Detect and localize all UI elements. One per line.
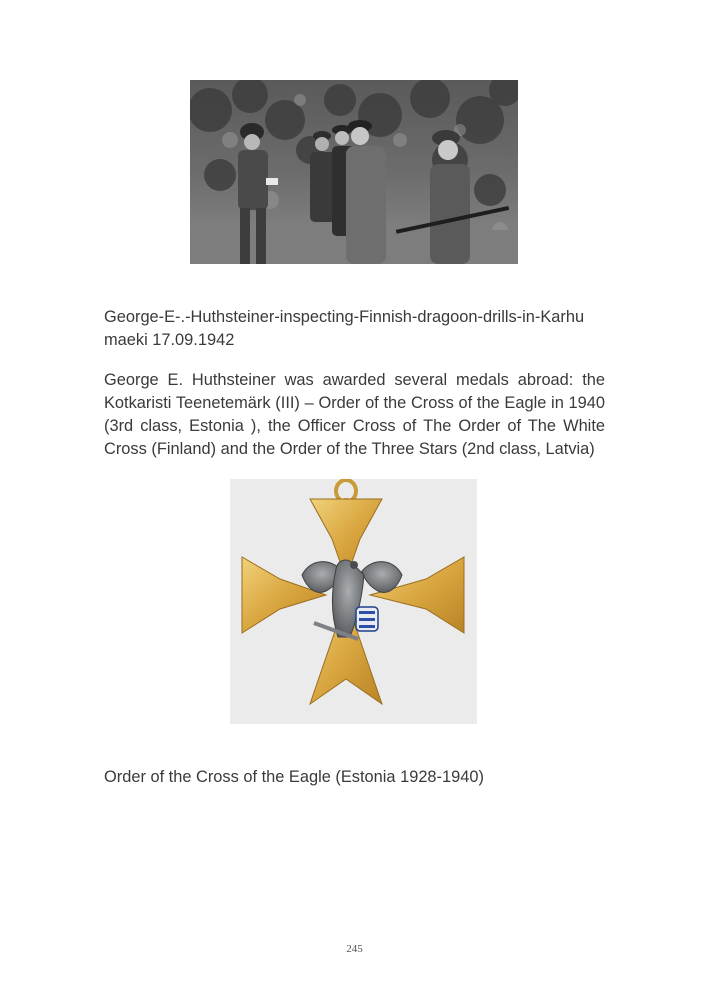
medals-paragraph: George E. Huthsteiner was awarded several medals abroad: the Kotkaristi Teenetemärk (III) – Order of the Cross of the Eagle in 1940 (3rd class, Estonia ), the Officer Cross of The Order of The White Cross (Finland) and the Order of the Three Stars (2nd class, Latvia) xyxy=(104,371,605,458)
inspection-photograph xyxy=(190,80,518,264)
page-number: 245 xyxy=(346,943,363,955)
eagle-cross-medal xyxy=(230,479,477,724)
photo-caption: George-E-.-Huthsteiner-inspecting-Finnish-dragoon-drills-in-Karhu maeki 17.09.1942 xyxy=(104,308,585,349)
medal-caption: Order of the Cross of the Eagle (Estonia 1928-1940) xyxy=(104,768,484,786)
